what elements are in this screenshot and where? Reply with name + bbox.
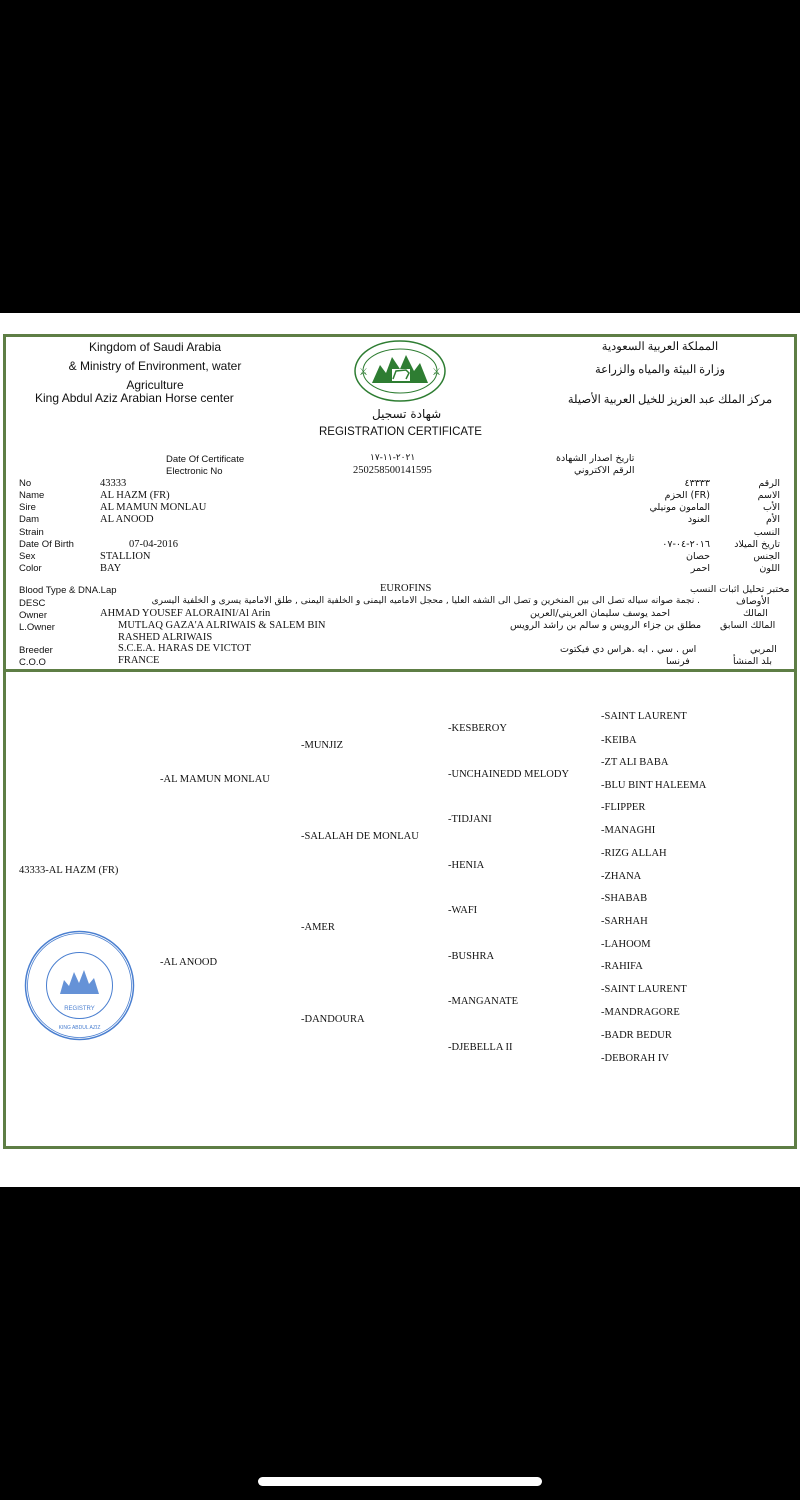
field-value: AL HAZM (FR) [100,490,170,501]
pedigree-ancestor: -MANAGHI [601,825,656,836]
coo-label: C.O.O [19,657,46,668]
pedigree-ancestor: -SAINT LAURENT [601,711,687,722]
home-indicator[interactable] [258,1477,542,1486]
stamp-text: REGISTRY [64,1006,95,1012]
electronic-label-ar: الرقم الاكتروني [574,465,635,476]
breeder-value: S.C.E.A. HARAS DE VICTOT [118,643,251,654]
field-label: Color [19,563,42,574]
field-label-ar: اللون [759,563,780,574]
pedigree-subject: 43333-AL HAZM (FR) [19,865,119,876]
breeder-label: Breeder [19,645,53,656]
pedigree-ancestor: -AL ANOOD [160,957,218,968]
field-label: Sire [19,502,36,513]
section-divider [3,669,794,672]
breeder-label-ar: المربي [750,644,777,655]
field-label: Strain [19,527,44,538]
pedigree-ancestor: -RIZG ALLAH [601,848,667,859]
field-label-ar: النسب [753,527,780,538]
field-label: Dam [19,514,40,525]
field-value-ar: احمر [690,563,710,574]
blood-label: Blood Type & DNA.Lap [19,585,117,596]
field-value-ar: ٤٣٣٣٣ [684,478,710,489]
pedigree-ancestor: -WAFI [448,905,478,916]
pedigree-ancestor: -HENIA [448,860,485,871]
owner-value: AHMAD YOUSEF ALORAINI/Al Arin [100,608,271,619]
header-ministry-2: Agriculture [126,378,184,392]
field-value-ar: ٢٠١٦-٠٤-٠٧ [662,539,710,550]
field-label: Name [19,490,45,501]
field-label-ar: تاريخ الميلاد [734,539,780,550]
pedigree-ancestor: -UNCHAINEDD MELODY [448,769,570,780]
desc-label-ar: الأوصاف [736,596,770,607]
date-value: ٢٠٢١-١١-١٧ [370,453,416,463]
pedigree-ancestor: -DJEBELLA II [448,1042,513,1053]
field-label-ar: الأم [766,514,780,525]
coo-value-ar: فرنسا [666,656,690,667]
title-english: REGISTRATION CERTIFICATE [319,426,482,438]
field-label: No [19,478,32,489]
owner-label-ar: المالك [743,608,768,619]
field-label-ar: الرقم [758,478,780,489]
pedigree-ancestor: -TIDJANI [448,814,492,825]
pedigree-ancestor: -BUSHRA [448,951,495,962]
lowner-value-ar: مطلق بن جزاء الرويس و سالم بن راشد الرويس [510,620,702,631]
svg-text:⚔: ⚔ [432,367,441,378]
pedigree-ancestor: -DANDOURA [301,1014,365,1025]
pedigree-ancestor: -KESBEROY [448,723,507,734]
pedigree-ancestor: -MANDRAGORE [601,1007,680,1018]
pedigree-ancestor: -FLIPPER [601,802,646,813]
header-left [45,338,265,395]
coo-label-ar: بلد المنشأ [733,656,773,667]
svg-text:⚔: ⚔ [359,367,368,378]
field-value: 43333 [100,478,127,489]
date-label-ar: تاريخ اصدار الشهادة [556,453,635,464]
breeder-value-ar: اس . سي . ايه .هراس دي فيكتوت [560,644,697,655]
field-value-ar: حصان [686,551,710,562]
header-center-name: King Abdul Aziz Arabian Horse center [35,391,234,405]
pedigree-ancestor: -BLU BINT HALEEMA [601,780,707,791]
header-right-center: مركز الملك عبد العزيز للخيل العربية الأصيلة [567,394,773,406]
field-label: Date Of Birth [19,539,74,550]
registry-stamp-icon [22,928,137,1043]
electronic-label: Electronic No [166,466,223,477]
horse-emblem-icon [346,335,454,405]
pedigree-ancestor: -SARHAH [601,916,648,927]
pedigree-ancestor: -DEBORAH IV [601,1053,669,1064]
lowner-label: L.Owner [19,622,55,633]
lowner-label-ar: المالك السابق [720,620,776,631]
svg-text:KING ABDUL AZIZ: KING ABDUL AZIZ [58,1025,101,1031]
desc-value-ar: . نجمة صوانه سياله تصل الى بين المنخرين و تصل الى الشفه العليا , محجل الاماميه اليمنى و الخلفية اليمنى , طلق الامامية يسرى و الخلفية اليسرى [151,596,700,606]
pedigree-ancestor: -KEIBA [601,735,637,746]
owner-label: Owner [19,610,47,621]
field-value-ar: العنود [687,514,710,525]
pedigree-ancestor: -AL MAMUN MONLAU [160,774,270,785]
field-value-ar: (FR) الحزم [664,490,710,501]
header-right-ministry: وزارة البيئة والمياه والزراعة [594,364,726,376]
pedigree-ancestor: -MANGANATE [448,996,518,1007]
pedigree-ancestor: -MUNJIZ [301,740,343,751]
pedigree-ancestor: -RAHIFA [601,961,643,972]
pedigree-ancestor: -LAHOOM [601,939,651,950]
certificate-sheet [0,313,800,1187]
pedigree-ancestor: -SAINT LAURENT [601,984,687,995]
header-country: Kingdom of Saudi Arabia [88,340,222,354]
header-right-country: المملكة العربية السعودية [601,341,719,353]
field-label: Sex [19,551,36,562]
lowner-value-2: RASHED ALRIWAIS [118,632,213,643]
pedigree-ancestor: -SHABAB [601,893,648,904]
blood-value: EUROFINS [380,583,432,594]
coo-value: FRANCE [118,655,160,666]
field-value: 07-04-2016 [129,539,178,550]
field-value: AL ANOOD [100,514,154,525]
owner-value-ar: احمد يوسف سليمان العريني/العرين [530,608,670,619]
pedigree-ancestor: -AMER [301,922,335,933]
field-value: STALLION [100,551,151,562]
date-label: Date Of Certificate [166,454,245,465]
pedigree-ancestor: -ZT ALI BABA [601,757,669,768]
electronic-value: 250258500141595 [353,465,432,476]
field-value: BAY [100,563,122,574]
desc-label: DESC [19,598,46,609]
pedigree-ancestor: -ZHANA [601,871,642,882]
pedigree-ancestor: -BADR BEDUR [601,1030,672,1041]
header-ministry: & Ministry of Environment, water [68,359,242,373]
blood-label-ar: مختبر تحليل اثبات النسب [690,584,790,595]
pedigree-ancestor: -SALALAH DE MONLAU [301,831,419,842]
field-value: AL MAMUN MONLAU [100,502,207,513]
field-label-ar: الأب [762,502,780,513]
lowner-value-1: MUTLAQ GAZA'A ALRIWAIS & SALEM BIN [118,620,326,631]
field-value-ar: المامون مونيلي [649,502,710,513]
field-label-ar: الجنس [753,551,780,562]
field-label-ar: الاسم [757,490,780,501]
title-arabic: شهادة تسجيل [372,407,442,421]
